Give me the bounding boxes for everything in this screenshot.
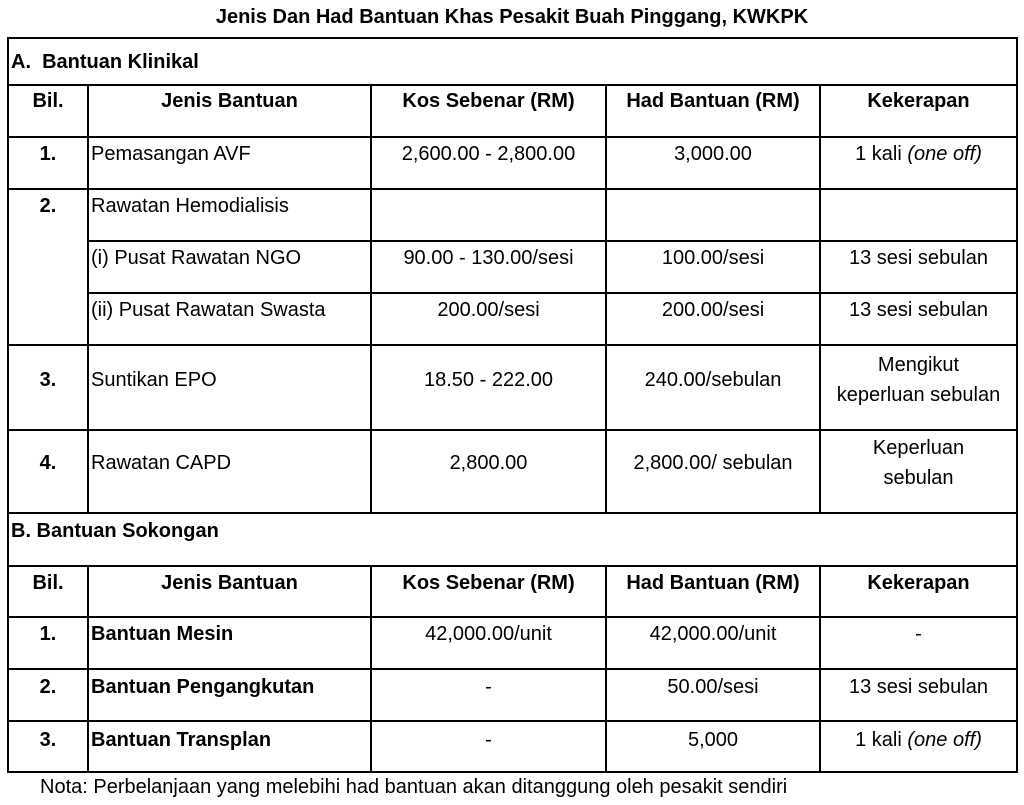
row-bil: 4. [39, 452, 57, 474]
row-had: 50.00/sesi [667, 676, 759, 698]
row-jenis: Bantuan Mesin [91, 623, 234, 645]
header-jenis: Jenis Bantuan [161, 572, 298, 594]
footnote: Nota: Perbelanjaan yang melebihi had bantuan akan ditanggung oleh pesakit sendiri [40, 776, 788, 798]
header-kos: Kos Sebenar (RM) [402, 90, 575, 112]
row-kekerapan: 13 sesi sebulan [849, 676, 988, 698]
row-kos: 90.00 - 130.00/sesi [403, 247, 574, 269]
row-kekerapan: 13 sesi sebulan [849, 247, 988, 269]
section-a-heading: A. Bantuan Klinikal [11, 50, 199, 73]
header-had: Had Bantuan (RM) [626, 90, 800, 112]
row-kos: 2,600.00 - 2,800.00 [401, 143, 576, 165]
header-jenis: Jenis Bantuan [161, 90, 298, 112]
row-bil: 3. [39, 369, 57, 391]
row-jenis: Bantuan Pengangkutan [91, 676, 315, 698]
row-kos: 200.00/sesi [437, 299, 540, 321]
row-had: 2,800.00/ sebulan [633, 452, 793, 474]
row-kekerapan [821, 346, 1016, 414]
row-had: 100.00/sesi [661, 247, 765, 269]
row-kos: - [485, 676, 492, 698]
row-had: 3,000.00 [674, 143, 752, 165]
kekerapan-line: Keperluan [872, 437, 965, 459]
table-border-right [1016, 37, 1018, 773]
row-had: 240.00/sebulan [644, 369, 782, 391]
header-kos: Kos Sebenar (RM) [402, 572, 575, 594]
row-had: 200.00/sesi [661, 299, 765, 321]
row-jenis: Rawatan CAPD [91, 452, 232, 474]
row-bil: 2. [39, 676, 57, 698]
page-title: Jenis Dan Had Bantuan Khas Pesakit Buah Pinggang, KWKPK [215, 6, 809, 28]
kekerapan-line: keperluan sebulan [836, 384, 1001, 406]
row-jenis: (i) Pusat Rawatan NGO [91, 247, 302, 269]
row-bil: 1. [39, 623, 57, 645]
section-b-heading: B. Bantuan Sokongan [11, 520, 219, 542]
row-jenis: Bantuan Transplan [91, 729, 272, 751]
row-bil: 3. [39, 729, 57, 751]
header-bil: Bil. [32, 572, 64, 594]
kekerapan-text: 1 kali [855, 143, 908, 165]
row-kekerapan [821, 138, 1016, 170]
row-kekerapan [821, 722, 1016, 758]
row-kos: 42,000.00/unit [425, 623, 552, 645]
row-had: 5,000 [687, 729, 739, 751]
kekerapan-line: Mengikut [877, 354, 960, 376]
row-kos: 2,800.00 [449, 452, 528, 474]
row-bil: 1. [39, 143, 57, 165]
row-jenis: Pemasangan AVF [91, 143, 251, 165]
header-kekerapan: Kekerapan [867, 90, 970, 112]
header-had: Had Bantuan (RM) [626, 572, 800, 594]
row-jenis: Suntikan EPO [91, 369, 217, 391]
row-jenis: Rawatan Hemodialisis [91, 195, 289, 217]
row-kekerapan: - [915, 623, 922, 645]
row-had: 42,000.00/unit [649, 623, 777, 645]
row-kekerapan [821, 431, 1016, 495]
kekerapan-line: sebulan [883, 467, 954, 489]
row-kekerapan: 13 sesi sebulan [849, 299, 988, 321]
row-jenis: (ii) Pusat Rawatan Swasta [91, 299, 326, 321]
kekerapan-italic: (one off) [907, 143, 982, 165]
row-bil: 2. [39, 195, 57, 217]
kekerapan-text: 1 kali [855, 729, 908, 751]
row-kos: 18.50 - 222.00 [424, 369, 553, 391]
row-kos: - [485, 729, 492, 751]
kekerapan-italic: (one off) [907, 729, 982, 751]
header-bil: Bil. [32, 90, 64, 112]
header-kekerapan: Kekerapan [867, 572, 970, 594]
